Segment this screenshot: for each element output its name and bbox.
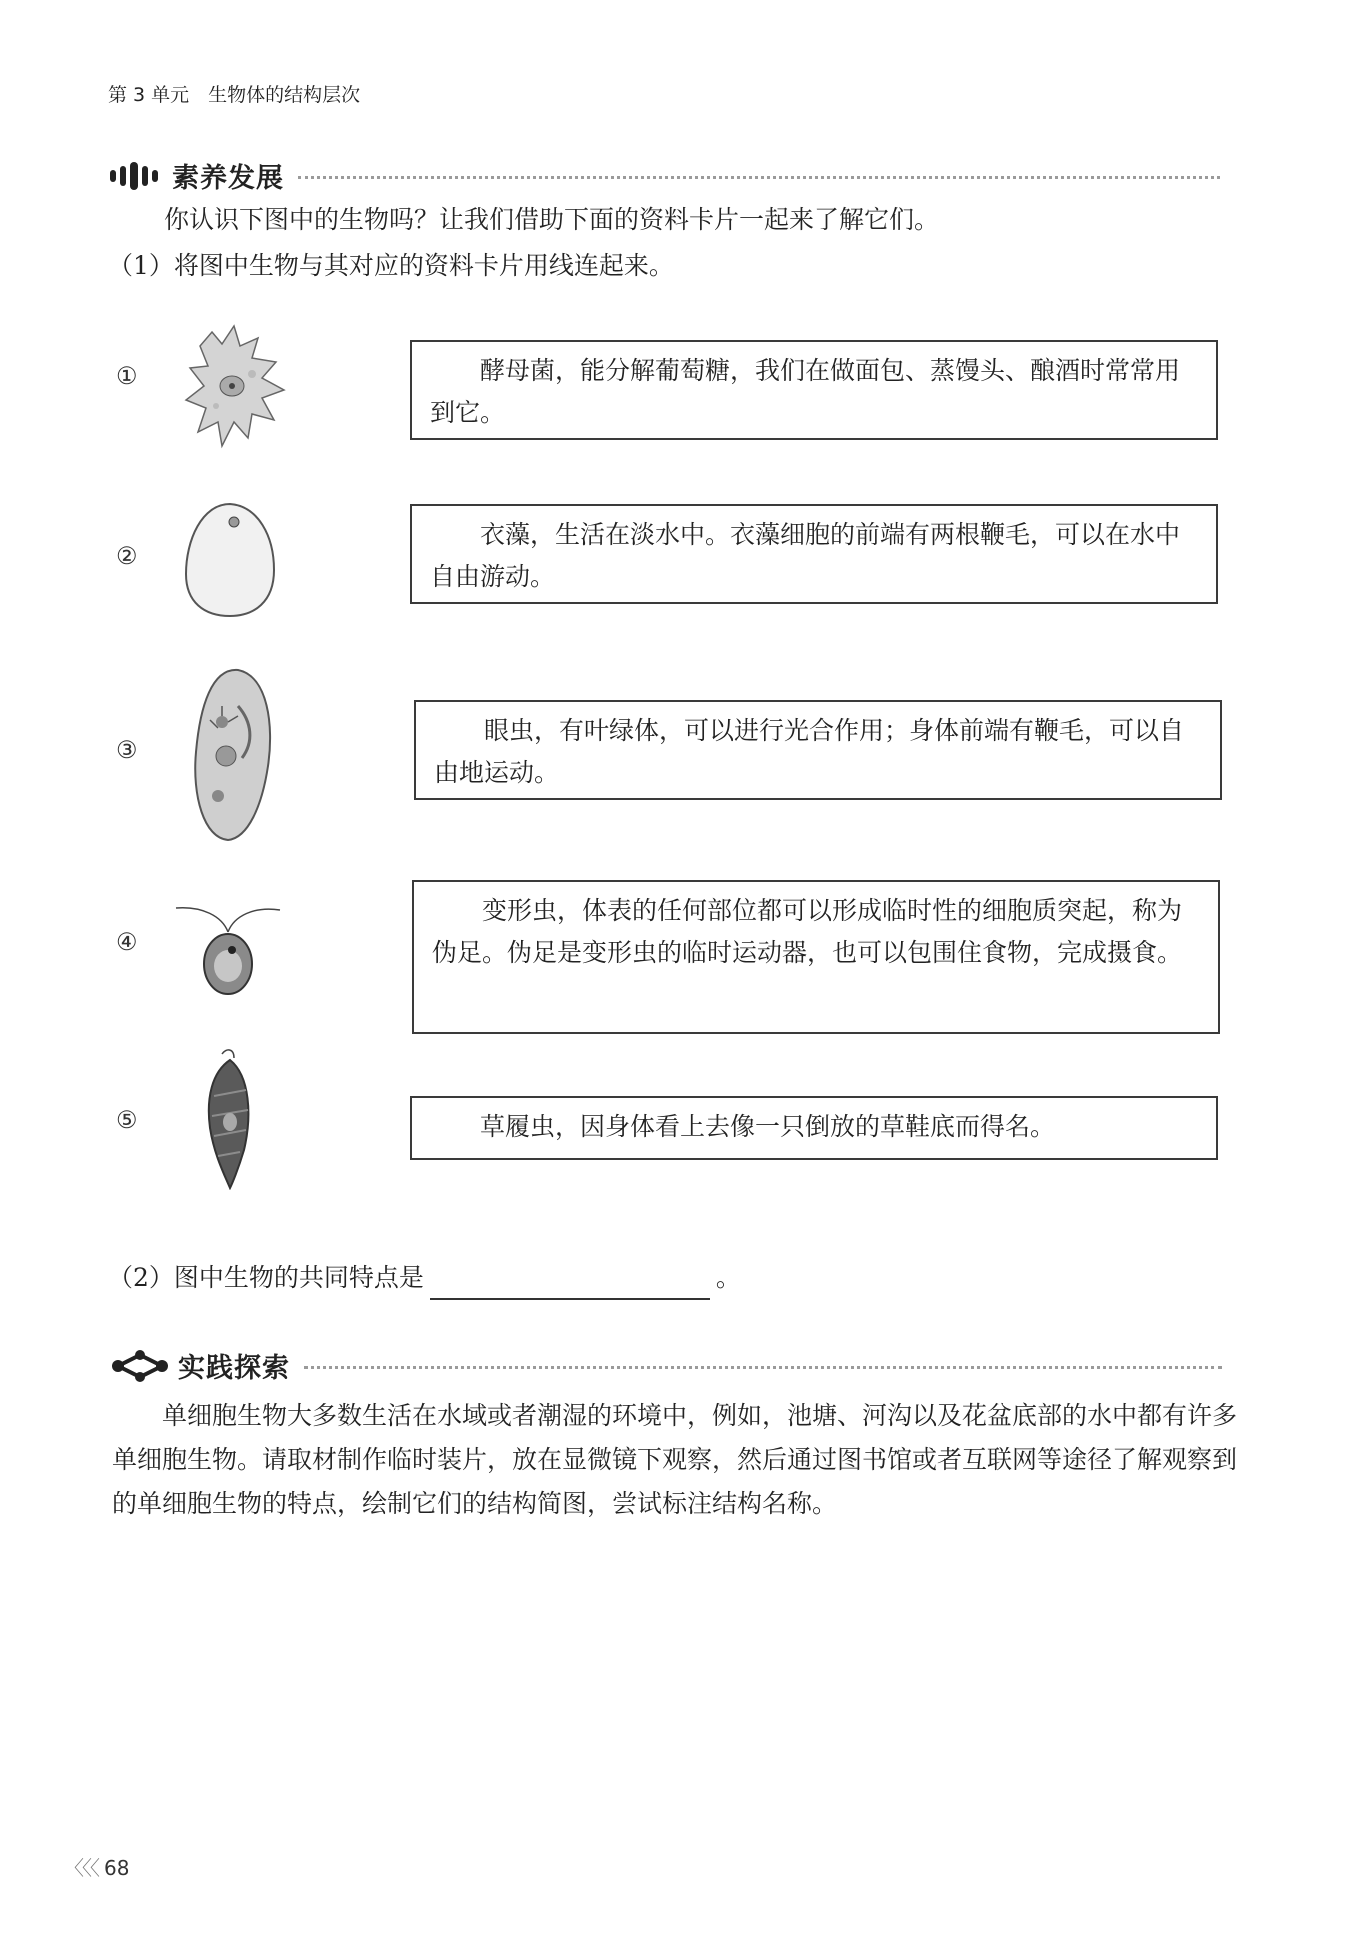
question-1: （1）将图中生物与其对应的资料卡片用线连起来。 <box>108 251 674 280</box>
info-card[interactable] <box>414 700 1222 800</box>
dotted-divider <box>298 176 1220 179</box>
info-card-text: 草履虫，因身体看上去像一只倒放的草鞋底而得名。 <box>480 1112 1056 1141</box>
question-2-prefix: （2）图中生物的共同特点是 <box>108 1263 424 1292</box>
info-card[interactable] <box>412 880 1220 1034</box>
chapter-header: 第 3 单元 生物体的结构层次 <box>108 84 361 106</box>
section-heading-practice <box>110 1346 1222 1385</box>
page-footer <box>64 1852 129 1881</box>
info-card[interactable] <box>410 504 1218 604</box>
info-card[interactable] <box>410 340 1218 440</box>
sound-bars-icon <box>108 161 164 191</box>
section-title: 实践探索 <box>178 1353 290 1384</box>
info-card-text: 衣藻，生活在淡水中。衣藻细胞的前端有两根鞭毛，可以在水中自由游动。 <box>430 520 1181 591</box>
page-number: 68 <box>104 1856 130 1880</box>
item-number: ④ <box>116 928 138 956</box>
info-card-text: 酵母菌，能分解葡萄糖，我们在做面包、蒸馒头、酿酒时常常用到它。 <box>430 356 1181 427</box>
section-heading-literacy <box>108 156 1220 195</box>
yeast-image <box>180 500 280 620</box>
item-number: ⑤ <box>116 1106 138 1134</box>
euglena-image <box>200 1046 260 1190</box>
info-card[interactable] <box>410 1096 1218 1160</box>
info-card-text: 变形虫，体表的任何部位都可以形成临时性的细胞质突起，称为伪足。伪足是变形虫的临时运动器，也可以包围住食物，完成摄食。 <box>432 896 1183 967</box>
section-title: 素养发展 <box>172 163 284 194</box>
question-2 <box>108 1256 741 1300</box>
item-number: ① <box>116 362 138 390</box>
item-number: ③ <box>116 736 138 764</box>
info-card-text: 眼虫，有叶绿体，可以进行光合作用；身体前端有鞭毛，可以自由地运动。 <box>434 716 1185 787</box>
answer-blank[interactable] <box>430 1266 710 1300</box>
dotted-divider <box>304 1366 1222 1369</box>
link-nodes-icon <box>110 1349 170 1383</box>
intro-text: 你认识下图中的生物吗？让我们借助下面的资料卡片一起来了解它们。 <box>164 205 940 234</box>
question-2-suffix: 。 <box>715 1263 741 1292</box>
paramecium-image <box>188 666 278 844</box>
amoeba-image <box>182 322 292 456</box>
item-number: ② <box>116 542 138 570</box>
chlamydomonas-image <box>172 892 284 1004</box>
chevrons-icon: 〈〈〈 <box>64 1856 98 1880</box>
practice-body: 单细胞生物大多数生活在水域或者潮湿的环境中，例如，池塘、河沟以及花盆底部的水中都有许多单细胞生物。请取材制作临时装片，放在显微镜下观察，然后通过图书馆或者互联网等途径了解观察到的单细胞生物的特点，绘制它们的结构简图，尝试标注结构名称。 <box>112 1401 1238 1518</box>
